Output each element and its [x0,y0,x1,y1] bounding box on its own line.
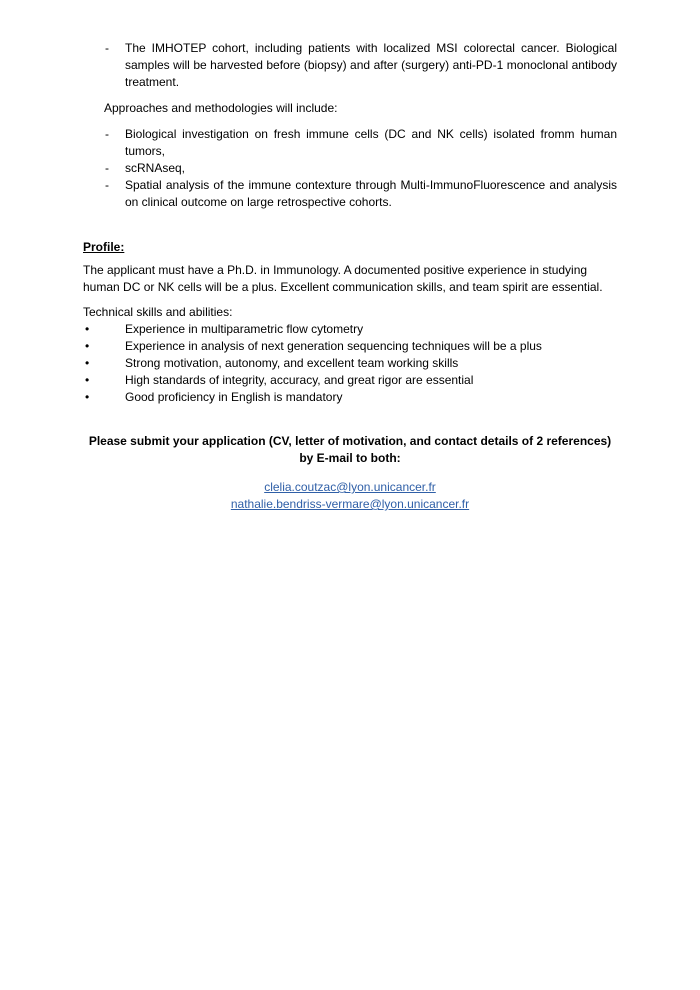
approaches-intro: Approaches and methodologies will include: [104,101,338,115]
list-item [83,321,617,338]
bullet-marker: • [85,373,90,387]
application-instruction: Please submit your application (CV, letter of motivation, and contact details of 2 references) by E-mail to both: [88,434,612,465]
list-item [83,372,617,389]
contact-emails [83,479,617,513]
list-item [83,160,617,177]
list-item [83,126,617,160]
list-item-text: Experience in analysis of next generation sequencing techniques will be a plus [125,339,542,353]
email-link-clelia[interactable]: clelia.coutzac@lyon.unicancer.fr [264,480,436,494]
skills-intro: Technical skills and abilities: [83,305,233,319]
dash-marker: - [105,161,109,175]
list-item [83,177,617,211]
dash-marker: - [105,127,109,141]
email-link-nathalie[interactable]: nathalie.bendriss-vermare@lyon.unicancer.fr [230,497,470,511]
skills-list [83,321,617,406]
list-item [83,338,617,355]
list-item-text: Good proficiency in English is mandatory [125,390,343,404]
list-item-text: Strong motivation, autonomy, and excellent team working skills [125,356,459,370]
document-page [83,40,617,513]
list-item [83,355,617,372]
profile-description: The applicant must have a Ph.D. in Immunology. A documented positive experience in studying human DC or NK cells will be a plus. Excellent communication skills, and team spirit are essential. [83,263,603,294]
list-item-text: Biological investigation on fresh immune cells (DC and NK cells) isolated fromm human tumors, [125,127,617,158]
profile-heading: Profile: [83,240,125,254]
list-item-text: Spatial analysis of the immune contexture through Multi-ImmunoFluorescence and analysis on clinical outcome on large retrospective cohorts. [125,178,617,209]
dash-marker: - [105,41,109,55]
list-item-text: Experience in multiparametric flow cytometry [125,322,364,336]
list-item [83,40,617,91]
bullet-marker: • [85,390,90,404]
cohort-list [83,40,617,91]
bullet-marker: • [85,322,90,336]
dash-marker: - [105,178,109,192]
bullet-marker: • [85,339,90,353]
list-item-text: High standards of integrity, accuracy, and great rigor are essential [125,373,474,387]
list-item-text: scRNAseq, [125,161,186,175]
approaches-list [83,126,617,211]
list-item [83,389,617,406]
list-item-text: The IMHOTEP cohort, including patients with localized MSI colorectal cancer. Biological samples will be harvested before (biopsy) and after (surgery) anti-PD-1 monoclonal antibody treatment. [125,41,617,89]
bullet-marker: • [85,356,90,370]
